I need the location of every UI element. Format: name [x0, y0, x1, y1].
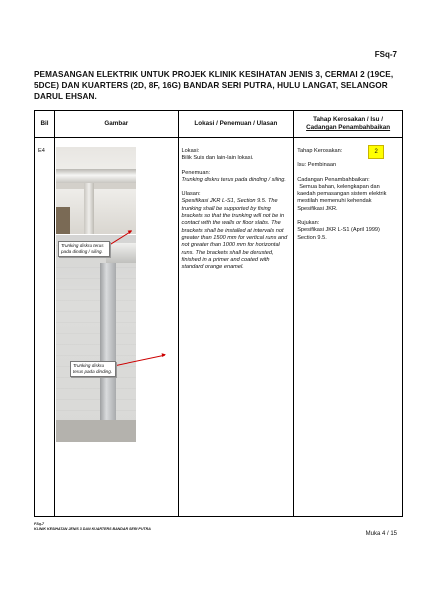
row-number: E4 [38, 148, 45, 154]
ulasan-value: Spesifikasi JKR L-S1, Section 9.5. The trunking shall be supported by fixing brackets so that the trunking will not be in contact with the walls or floor slabs. The brackets shall be installed at intervals not greater than 1500 mm for vertical runs and not greater than 1000 mm for horizontal runs. The brackets shall be derusted, finished in a primer and coated with standard orange enamel. [181, 198, 288, 271]
cell-tahap [294, 138, 403, 517]
lokasi-value: Bilik Suis dan lain-lain lokasi. [181, 155, 254, 162]
penemuan-value: Trunking diskru terus pada dinding / siling. [181, 176, 286, 183]
photo-callout: Trunking diskru terus pada dinding / siling. [58, 241, 110, 257]
rujukan-label: Rujukan: [297, 220, 320, 227]
header-gambar: Gambar [54, 111, 178, 138]
header-bil: Bil [35, 111, 55, 138]
photo-ceiling-trunking [56, 147, 136, 234]
cell-bil [35, 138, 55, 517]
photo-wall-trunking [56, 235, 136, 442]
document-code: FSq-7 [374, 50, 397, 59]
footer-project: KLINIK KESIHATAN JENIS 3 DAN KUARTERS BANDAR SERI PUTRA [34, 526, 151, 531]
page-number: Muka 4 / 15 [365, 531, 397, 537]
header-tahap-line1: Tahap Kerosakan / Isu / [313, 116, 384, 123]
isu-text: Isu: Pembinaan [297, 162, 337, 169]
cadangan-value: Semua bahan, kelengkapan dan kaedah pemasangan sistem elektrik mestilah memenuhi kehendak Spesifikasi JKR. [297, 183, 387, 212]
findings-table [34, 110, 403, 517]
table-row [35, 138, 403, 517]
tahap-label: Tahap Kerosakan: [297, 148, 343, 154]
header-tahap-line2: Cadangan Penambahbaikan [306, 124, 391, 131]
cell-lokasi [178, 138, 294, 517]
rujukan-value: Spesifikasi JKR L-S1 (April 1999) Section 9.5. [297, 227, 380, 241]
severity-badge: 2 [368, 145, 384, 159]
ulasan-label: Ulasan: [181, 191, 201, 198]
lokasi-label: Lokasi: [181, 148, 200, 154]
document-title: PEMASANGAN ELEKTRIK UNTUK PROJEK KLINIK KESIHATAN JENIS 3, CERMAI 2 (19CE, 5DCE) DAN KUARTERS (2D, 8F, 16G) BANDAR SERI PUTRA, HULU LANGAT, SELANGOR DARUL EHSAN. [34, 70, 394, 101]
footer-code: FSq-7 [34, 522, 44, 526]
cadangan-label: Cadangan Penambahbaikan: [297, 176, 370, 183]
penemuan-label: Penemuan: [181, 169, 211, 176]
photo-callout: Trunking diskru terus pada dinding. [70, 361, 116, 377]
footer-left [34, 522, 151, 531]
header-tahap [294, 111, 403, 138]
table-header-row [35, 111, 403, 138]
header-lokasi: Lokasi / Penemuan / Ulasan [178, 111, 294, 138]
cell-gambar [54, 138, 178, 517]
